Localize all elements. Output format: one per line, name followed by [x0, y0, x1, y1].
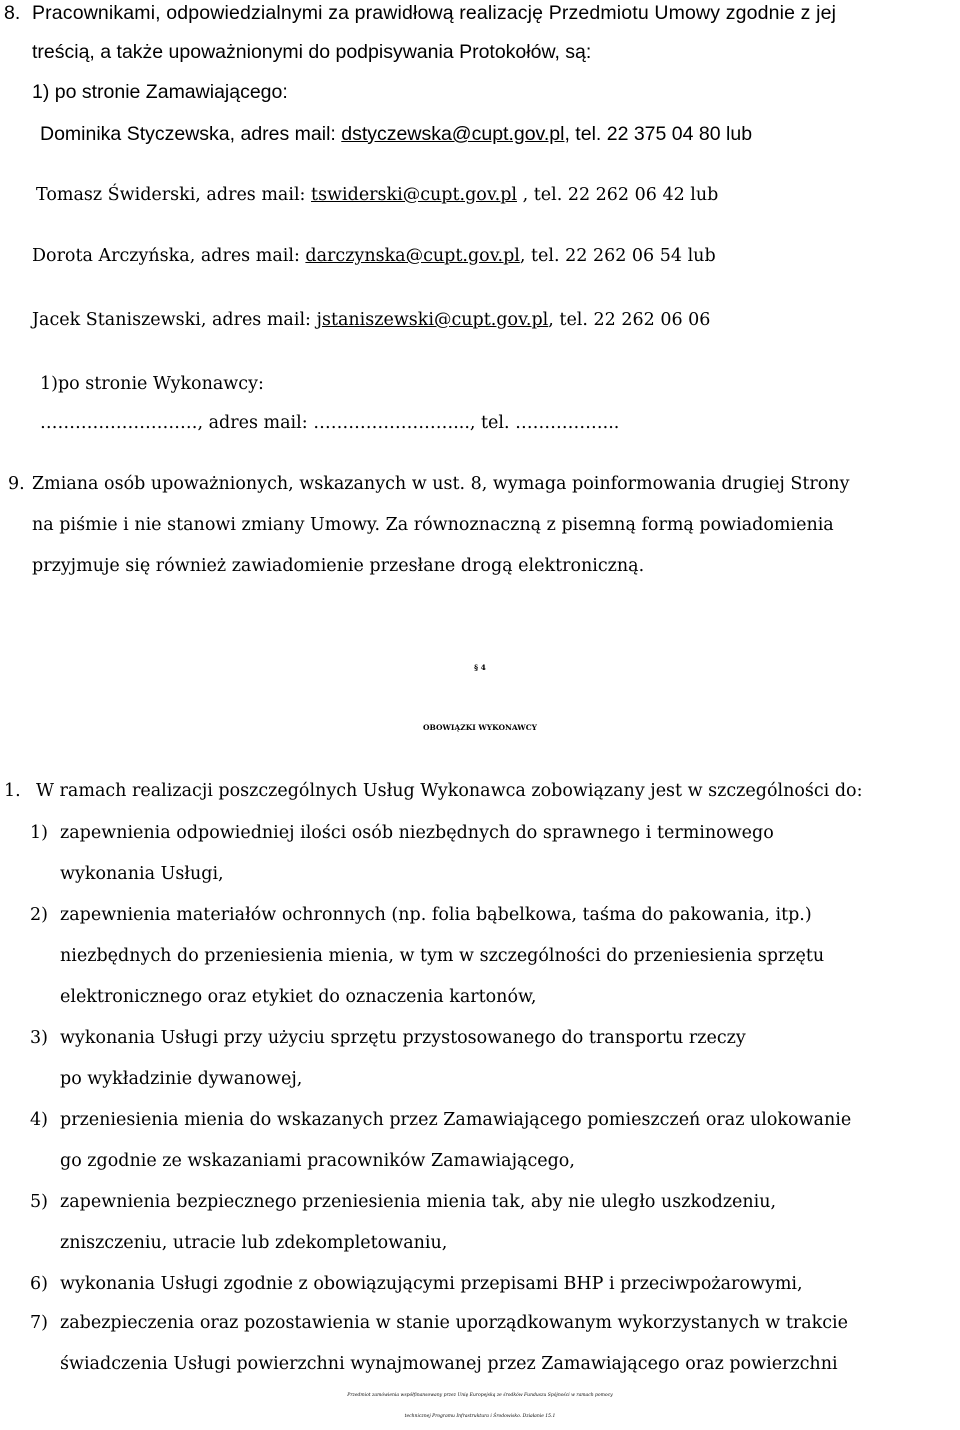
- point-2-line-1: zapewnienia materiałów ochronnych (np. folia bąbelkowa, taśma do pakowania, itp.): [60, 905, 812, 925]
- item-9-line-1: Zmiana osób upoważnionych, wskazanych w ust. 8, wymaga poinformowania drugiej Strony: [32, 474, 850, 494]
- contact-2-phone: , tel. 22 262 06 42 lub: [517, 185, 719, 205]
- contact-4-label: Jacek Staniszewski, adres mail:: [32, 310, 317, 330]
- contact-3-phone: , tel. 22 262 06 54 lub: [519, 246, 716, 266]
- footer-line-1: Przedmiot zamówienia współfinansowany przez Unię Europejską ze środków Funduszu Spójności w ramach pomocy: [347, 1393, 613, 1398]
- point-1-num: 1): [30, 823, 48, 843]
- contact-3-label: Dorota Arczyńska, adres mail:: [32, 246, 306, 266]
- point-3-line-2: po wykładzinie dywanowej,: [60, 1069, 303, 1089]
- contractor-placeholder-line: ………………………, adres mail: ……………………..., tel. ……………...: [40, 413, 620, 433]
- item-8-sub-1: 1) po stronie Zamawiającego:: [32, 81, 288, 103]
- contact-1-phone: , tel. 22 375 04 80 lub: [564, 123, 753, 145]
- point-5-line-2: zniszczeniu, utracie lub zdekompletowaniu,: [60, 1233, 448, 1253]
- point-1-line-1: zapewnienia odpowiedniej ilości osób niezbędnych do sprawnego i terminowego: [60, 823, 774, 843]
- contact-4: [32, 307, 710, 333]
- item-8-line-1: [32, 0, 956, 26]
- contact-1: [40, 121, 752, 147]
- point-3-num: 3): [30, 1028, 48, 1048]
- section-title: OBOWIĄZKI WYKONAWCY: [422, 723, 538, 732]
- footer-line-2: technicznej Programu Infrastruktura i Środowisko. Działanie 15.1: [404, 1414, 556, 1419]
- point-4-line-2: go zgodnie ze wskazaniami pracowników Zamawiającego,: [60, 1151, 575, 1171]
- item-8-sub-2: 1)po stronie Wykonawcy:: [40, 374, 264, 394]
- item-8-line-2: treścią, a także upoważnionymi do podpisywania Protokołów, są:: [32, 41, 592, 63]
- point-6-num: 6): [30, 1274, 48, 1294]
- point-7-line-2: świadczenia Usługi powierzchni wynajmowanej przez Zamawiającego oraz powierzchni: [60, 1354, 838, 1374]
- point-5-num: 5): [30, 1192, 48, 1212]
- section-symbol: § 4: [474, 663, 486, 672]
- point-7-num: 7): [30, 1313, 48, 1333]
- item-1-number: 1.: [4, 781, 21, 801]
- point-4-line-1: przeniesienia mienia do wskazanych przez Zamawiającego pomieszczeń oraz ulokowanie: [60, 1110, 852, 1130]
- item-8-number: 8.: [4, 2, 21, 24]
- point-4-num: 4): [30, 1110, 48, 1130]
- point-3-line-1: wykonania Usługi przy użyciu sprzętu przystosowanego do transportu rzeczy: [60, 1028, 746, 1048]
- item-9-number: 9.: [8, 474, 25, 494]
- contact-4-email-link[interactable]: jstaniszewski@cupt.gov.pl: [316, 310, 549, 330]
- contact-4-phone: , tel. 22 262 06 06: [548, 310, 711, 330]
- item-1-intro: W ramach realizacji poszczególnych Usług Wykonawca zobowiązany jest w szczególności do:: [36, 781, 863, 801]
- contact-2-label: Tomasz Świderski, adres mail:: [36, 185, 312, 205]
- point-2-num: 2): [30, 905, 48, 925]
- contact-1-email-link[interactable]: dstyczewska@cupt.gov.pl: [341, 123, 565, 145]
- contact-1-label: Dominika Styczewska, adres mail:: [40, 123, 342, 145]
- point-2-line-2: niezbędnych do przeniesienia mienia, w tym w szczególności do przeniesienia sprzętu: [60, 946, 825, 966]
- contact-3: [32, 243, 716, 269]
- item-9-line-2: na piśmie i nie stanowi zmiany Umowy. Za równoznaczną z pisemną formą powiadomienia: [32, 515, 834, 535]
- contact-2: [36, 182, 718, 208]
- point-5-line-1: zapewnienia bezpiecznego przeniesienia mienia tak, aby nie uległo uszkodzeniu,: [60, 1192, 777, 1212]
- point-2-line-3: elektronicznego oraz etykiet do oznaczenia kartonów,: [60, 987, 537, 1007]
- item-8-line-1-text: Pracownikami, odpowiedzialnymi za prawidłową realizację Przedmiotu Umowy zgodnie z jej: [32, 2, 837, 24]
- contact-3-email-link[interactable]: darczynska@cupt.gov.pl: [305, 246, 520, 266]
- point-7-line-1: zabezpieczenia oraz pozostawienia w stanie uporządkowanym wykorzystanych w trakcie: [60, 1313, 849, 1333]
- point-1-line-2: wykonania Usługi,: [60, 864, 224, 884]
- item-9-line-3: przyjmuje się również zawiadomienie przesłane drogą elektroniczną.: [32, 556, 645, 576]
- contact-2-email-link[interactable]: tswiderski@cupt.gov.pl: [311, 185, 518, 205]
- point-6-line-1: wykonania Usługi zgodnie z obowiązującymi przepisami BHP i przeciwpożarowymi,: [60, 1274, 803, 1294]
